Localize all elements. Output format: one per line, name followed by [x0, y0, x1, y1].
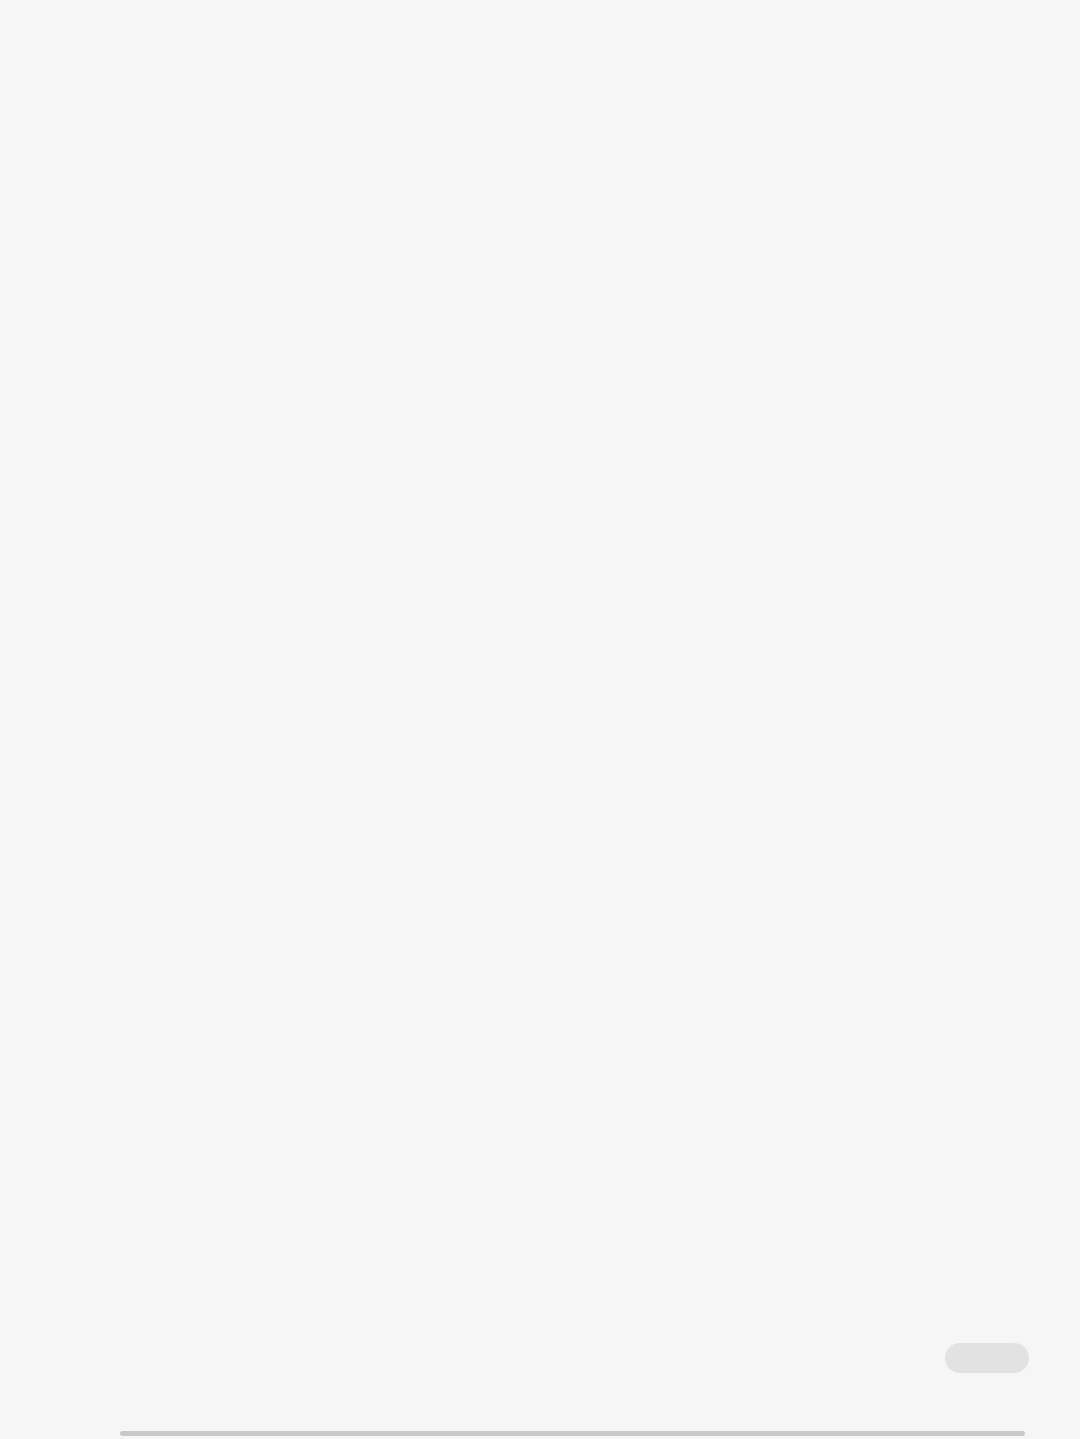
horizontal-scrollbar[interactable] — [120, 1431, 1025, 1436]
watermark-logo — [945, 1343, 1029, 1373]
